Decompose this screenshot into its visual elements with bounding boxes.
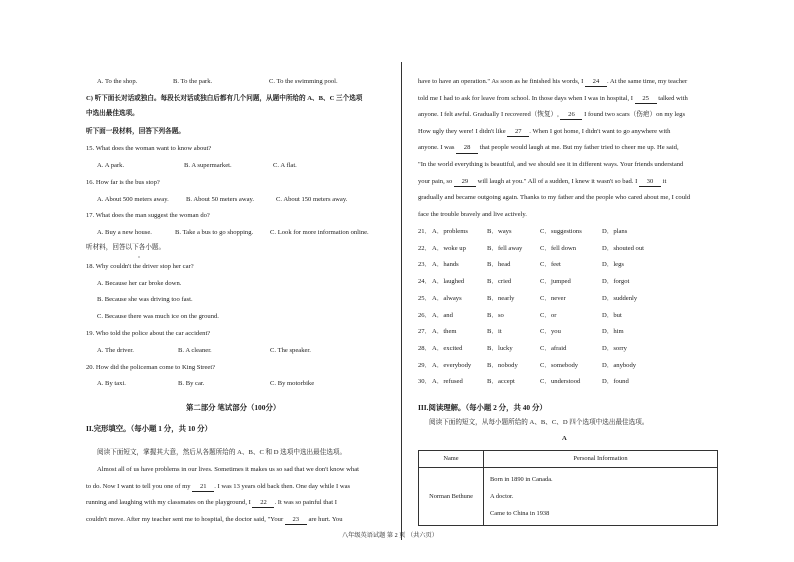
option-a: A. To the shop. (97, 78, 138, 85)
passage-line: gradually and became outgoing again. Thanks to my father and the people who cared about me, I could (418, 194, 691, 202)
choice-option[interactable]: A．laughed (432, 278, 465, 286)
option-a: A. By taxi. (97, 380, 126, 387)
choice-row (418, 245, 718, 257)
listen-prompt-2: 听材料，回答以下各小题。 (86, 244, 166, 251)
table-header-info: Personal Information (484, 451, 718, 468)
question-18: 18. Why couldn't the driver stop her car? (86, 263, 194, 270)
choice-row (418, 345, 718, 357)
choice-option[interactable]: B．head (487, 261, 511, 269)
option-c: C. About 150 meters away. (276, 196, 348, 203)
passage-line: anyone. I was 28 that people would laugh at me. But my father tried to cheer me up. He said, (418, 144, 718, 161)
choice-option[interactable]: C．you (540, 328, 561, 336)
choice-option[interactable]: D．forgot (602, 278, 630, 286)
blank-30[interactable]: 30 (639, 178, 661, 187)
cloze-instructions: 阅读下面短文，掌握其大意，然后从各题所给的 A、B、C 和 D 选项中选出最佳选项。 (97, 449, 347, 456)
info-line: Came to China in 1938 (490, 510, 550, 517)
passage-line: to do. Now I want to tell you one of my 21 . I was 13 years old back then. One day while I was (86, 483, 386, 500)
choice-option[interactable]: D．suddenly (602, 294, 638, 302)
choice-option[interactable]: C．suggestions (540, 228, 582, 235)
choice-option[interactable]: B．nobody (487, 361, 518, 369)
reading-instructions: 阅读下面的短文，从每小题所给的 A、B、C、D 四个选项中选出最佳选项。 (429, 419, 649, 426)
option-c: C. The speaker. (270, 347, 311, 354)
choice-row (418, 378, 718, 390)
choice-option[interactable]: A．hands (432, 261, 459, 269)
option-a: A. About 500 meters away. (97, 196, 169, 203)
option-c: C. Because there was much ice on the ground. (97, 313, 219, 320)
option-a: A. The driver. (97, 347, 134, 354)
cloze-passage-cont (418, 78, 718, 227)
question-number: 24． (418, 278, 432, 286)
option-b: B. Because she was driving too fast. (97, 296, 193, 303)
table-header-name: Name (419, 451, 484, 468)
blank-29[interactable]: 29 (454, 178, 476, 187)
option-a: A. Buy a new house. (97, 229, 152, 236)
option-b: B. Take a bus to go shopping. (175, 229, 254, 236)
option-c: C. To the swimming pool. (269, 78, 338, 85)
passage-line: "In the world everything is beautiful, and we should see it in different ways. Your friends understand (418, 160, 684, 168)
page-footer: 八年级英语试题 第 2 页 （共六页） (342, 532, 438, 539)
choice-option[interactable]: B．accept (487, 378, 515, 386)
choice-option[interactable]: A．everybody (432, 361, 472, 369)
option-b: B. About 50 meters away. (186, 196, 255, 203)
option-b: B. A cleaner. (178, 347, 212, 354)
choice-option[interactable]: D．but (602, 311, 622, 319)
choice-option[interactable]: C．afraid (540, 344, 567, 352)
question-19: 19. Who told the police about the car accident? (86, 330, 211, 337)
choice-option[interactable]: B．so (487, 311, 504, 319)
choice-row (418, 261, 718, 273)
question-20: 20. How did the policeman come to King Street? (86, 364, 216, 371)
choice-option[interactable]: D．him (602, 328, 624, 336)
choice-option[interactable]: A．problems (432, 228, 468, 235)
choice-option[interactable]: D．plans (602, 228, 628, 235)
option-c: C. A flat. (273, 162, 297, 169)
question-number: 22． (418, 244, 432, 252)
section-c-title: C) 听下面长对话或独白。每段长对话或独白后都有几个问题，从题中所给的 A、B、C 三个选项 (86, 95, 363, 102)
option-b: B. A supermarket. (184, 162, 232, 169)
option-c: C. By motorbike (270, 380, 315, 387)
choice-row (418, 312, 718, 324)
choice-row (418, 328, 718, 340)
question-number: 30． (418, 378, 432, 386)
question-number: 28． (418, 344, 432, 352)
choice-row (418, 295, 718, 307)
choice-option[interactable]: A．and (432, 311, 453, 319)
blank-21[interactable]: 21 (192, 483, 214, 492)
passage-line: have to have an operation." As soon as he finished his words, I 24 . At the same time, my teacher (418, 78, 718, 95)
choice-option[interactable]: A．refused (432, 378, 463, 386)
blank-28[interactable]: 28 (456, 144, 478, 153)
choice-option[interactable]: C．fell down (540, 244, 577, 252)
option-b: B. By car. (178, 380, 205, 387)
table-header-row (419, 451, 718, 468)
question-16: 16. How far is the bus stop? (86, 179, 160, 186)
passage-line: running and laughing with my classmates on the playground, I 22 . It was so painful that I (86, 499, 386, 516)
option-a: A. Because her car broke down. (97, 280, 182, 287)
cloze-passage (86, 466, 386, 532)
question-number: 29． (418, 361, 432, 369)
choice-option[interactable]: A．them (432, 328, 457, 336)
passage-label: A (562, 435, 567, 442)
table-row (419, 468, 718, 526)
choice-option[interactable]: C．understood (540, 378, 581, 386)
passage-line: Almost all of us have problems in our lives. Sometimes it makes us so sad that we don't know what (97, 466, 359, 473)
choice-option[interactable]: D．found (602, 378, 629, 386)
scan-speck (138, 256, 140, 258)
passage-line: told me I had to ask for leave from school. In those days when I was in hospital, I 25 talked with (418, 95, 718, 112)
option-c: C. Look for more information online. (270, 229, 369, 236)
blank-27[interactable]: 27 (507, 128, 529, 137)
blank-22[interactable]: 22 (252, 499, 274, 508)
choice-row (418, 278, 718, 290)
choice-option[interactable]: B．it (487, 328, 502, 336)
listen-prompt: 听下面一段材料，回答下列各题。 (86, 128, 185, 135)
question-number: 26． (418, 311, 432, 319)
choice-row (418, 228, 718, 240)
choice-option[interactable]: C．somebody (540, 361, 579, 369)
column-divider (401, 62, 402, 540)
choice-option[interactable]: C．never (540, 294, 566, 302)
blank-25[interactable]: 25 (635, 95, 657, 104)
choice-option[interactable]: C．or (540, 311, 557, 319)
choice-option[interactable]: D．sorry (602, 344, 627, 352)
choice-option[interactable]: B．nearly (487, 294, 515, 302)
choice-option[interactable]: C．jumped (540, 278, 571, 286)
info-line: A doctor. (490, 493, 514, 500)
blank-23[interactable]: 23 (285, 516, 307, 525)
reading-title: III.阅读理解。（每小题 2 分，共 40 分） (418, 403, 547, 412)
option-b: B. To the park. (173, 78, 213, 85)
part-two-title: 第二部分 笔试部分（100分） (186, 403, 281, 412)
choice-option[interactable]: D．shouted out (602, 244, 644, 252)
cloze-title: II.完形填空。（每小题 1 分，共 10 分） (86, 424, 212, 433)
choice-option[interactable]: B．ways (487, 228, 512, 235)
table-cell-info (484, 468, 718, 526)
choice-option[interactable]: D．anybody (602, 361, 637, 369)
passage-line: How ugly they were! I didn't like 27 . When I got home, I didn't want to go anywhere with (418, 128, 718, 145)
question-number: 21． (418, 228, 432, 235)
option-a: A. A park. (97, 162, 125, 169)
blank-26[interactable]: 26 (560, 111, 582, 120)
choice-option[interactable]: A．always (432, 294, 462, 302)
table-cell-name: Norman Bethune (419, 468, 484, 526)
choice-option[interactable]: A．excited (432, 344, 463, 352)
choice-option[interactable]: B．lucky (487, 344, 513, 352)
passage-line: your pain, so 29 will laugh at you." All of a sudden, I knew it wasn't so bad. I 30 it (418, 178, 718, 195)
section-c-title-cont: 中选出最佳选项。 (86, 110, 139, 117)
question-17: 17. What does the man suggest the woman do? (86, 212, 210, 219)
question-number: 23． (418, 261, 432, 269)
passage-line: anyone. I felt awful. Gradually I recovered（恢复）, 26 I found two scars（伤疤）on my legs (418, 111, 718, 128)
passage-line: face the trouble bravely and live actively. (418, 210, 527, 218)
blank-24[interactable]: 24 (585, 78, 607, 87)
choice-option[interactable]: B．fell away (487, 244, 523, 252)
question-15: 15. What does the woman want to know about? (86, 145, 212, 152)
choice-option[interactable]: A．woke up (432, 244, 466, 252)
passage-line: couldn't move. After my teacher sent me to hospital, the doctor said, "Your 23 are hurt. You (86, 516, 386, 533)
question-number: 25． (418, 294, 432, 302)
personal-info-table (418, 450, 718, 526)
choice-option[interactable]: B．cried (487, 278, 512, 286)
choice-option[interactable]: D．legs (602, 261, 624, 269)
info-line: Born in 1890 in Canada. (490, 476, 553, 483)
choice-option[interactable]: C．feet (540, 261, 561, 269)
question-number: 27． (418, 328, 432, 336)
choice-row (418, 362, 718, 374)
